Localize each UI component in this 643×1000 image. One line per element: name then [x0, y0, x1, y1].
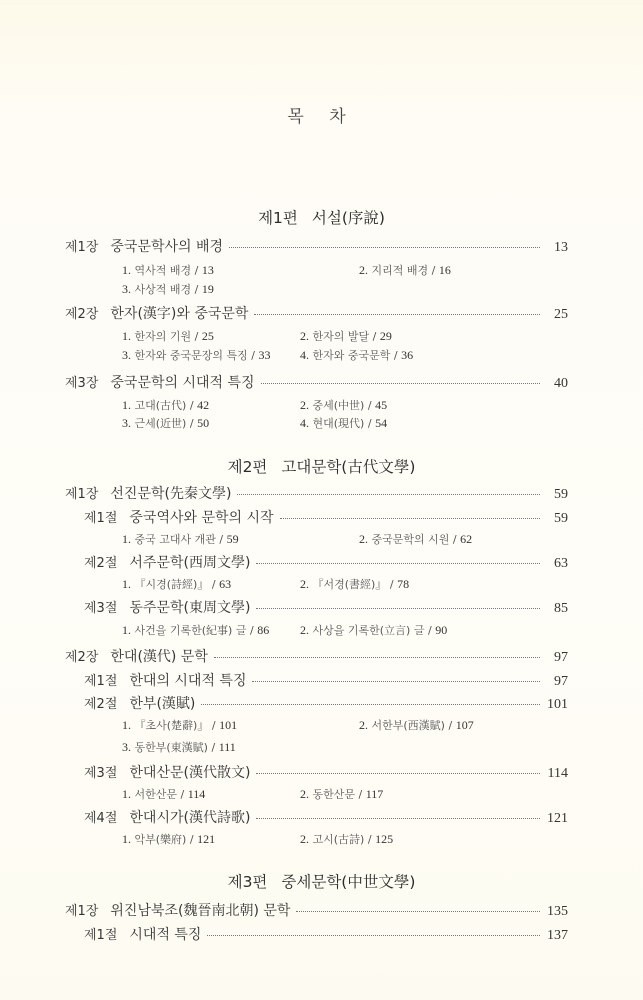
entry-label: 제2절	[84, 556, 118, 571]
toc-subentry[interactable]	[122, 415, 209, 431]
dot-leader	[256, 563, 540, 564]
sub-page: 78	[397, 577, 410, 591]
entry-page: 121	[547, 811, 568, 826]
sub-title: 고대(古代)	[134, 399, 187, 412]
entry-title: 중국역사와 문학의 시작	[129, 510, 274, 526]
sub-title: 사상적 배경	[134, 283, 192, 296]
sub-page: 50	[197, 416, 210, 430]
sub-title: 고시(古詩)	[312, 833, 365, 846]
entry-title: 한대(漢代) 문학	[110, 649, 208, 665]
sub-number: 2.	[359, 263, 368, 277]
toc-entry-chapter[interactable]	[65, 646, 568, 666]
sub-title: 한자와 중국문학	[312, 349, 391, 362]
entry-label: 제1장	[65, 904, 99, 919]
sub-number: 1.	[122, 398, 131, 412]
toc-subentry[interactable]	[300, 576, 409, 592]
sub-page: 29	[379, 329, 392, 343]
dot-leader	[256, 773, 540, 774]
sub-number: 1.	[122, 263, 131, 277]
dot-leader	[296, 911, 540, 912]
sub-page: 86	[257, 623, 270, 637]
sub-number: 3.	[122, 740, 131, 754]
entry-title: 위진남북조(魏晉南北朝) 문학	[110, 903, 291, 919]
entry-label: 제1장	[65, 240, 99, 255]
sub-title: 중국문학의 시원	[371, 533, 450, 546]
sub-title: 서한산문	[134, 788, 178, 801]
entry-title: 한대산문(漢代散文)	[129, 765, 251, 781]
sub-title: 『초사(楚辭)』	[134, 719, 209, 732]
part-title: 서설(序說)	[311, 209, 385, 227]
part-number: 제3편	[227, 873, 268, 891]
sub-page: 42	[197, 398, 210, 412]
sub-page: 111	[218, 740, 236, 754]
entry-title: 한부(漢賦)	[129, 696, 196, 712]
part-number: 제1편	[258, 209, 298, 227]
entry-page: 13	[554, 240, 568, 255]
sub-sep: /	[194, 264, 199, 277]
sub-sep: /	[211, 719, 216, 732]
toc-entry-section[interactable]	[84, 597, 568, 617]
toc-subentry[interactable]	[300, 415, 387, 431]
sub-number: 3.	[122, 416, 131, 430]
part-heading-1	[0, 206, 643, 228]
toc-subentry[interactable]	[300, 831, 393, 847]
sub-title: 역사적 배경	[134, 264, 192, 277]
sub-sep: /	[367, 833, 372, 846]
sub-sep: /	[448, 719, 453, 732]
dot-leader	[280, 518, 540, 519]
toc-subentry[interactable]	[122, 831, 215, 847]
sub-title: 한자의 기원	[134, 330, 192, 343]
sub-number: 3.	[122, 282, 131, 296]
toc-entry-section[interactable]	[84, 552, 568, 572]
sub-sep: /	[194, 283, 199, 296]
sub-title: 사상을 기록한(立言) 글	[312, 624, 425, 637]
sub-number: 1.	[122, 329, 131, 343]
sub-page: 90	[435, 623, 448, 637]
toc-subentry[interactable]	[122, 281, 214, 297]
sub-sep: /	[189, 399, 194, 412]
entry-title: 시대적 특징	[129, 927, 202, 943]
entry-page: 85	[554, 601, 568, 616]
sub-sep: /	[219, 533, 224, 546]
entry-label: 제3장	[65, 376, 99, 391]
dot-leader	[229, 247, 540, 248]
entry-label: 제3절	[84, 601, 118, 616]
sub-number: 2.	[300, 398, 309, 412]
part-number: 제2편	[227, 458, 268, 476]
toc-entry-section[interactable]	[84, 507, 568, 527]
toc-entry-chapter[interactable]	[65, 236, 568, 256]
sub-number: 2.	[300, 577, 309, 591]
toc-subentry[interactable]	[122, 347, 270, 363]
sub-sep: /	[189, 417, 194, 430]
entry-label: 제2절	[84, 697, 118, 712]
dot-leader	[261, 383, 540, 384]
sub-page: 117	[365, 787, 384, 801]
toc-subentry[interactable]	[122, 622, 269, 638]
entry-label: 제2장	[65, 650, 99, 665]
toc-entry-chapter[interactable]	[65, 483, 568, 503]
sub-sep: /	[367, 417, 372, 430]
entry-label: 제2장	[65, 307, 99, 322]
entry-title: 중국문학사의 배경	[110, 239, 224, 255]
sub-title: 중국 고대사 개관	[134, 533, 216, 546]
sub-sep: /	[249, 624, 254, 637]
toc-subentry[interactable]	[122, 262, 214, 278]
sub-number: 4.	[300, 348, 309, 362]
entry-title: 중국문학의 시대적 특징	[110, 375, 255, 391]
toc-subentry[interactable]	[300, 786, 383, 802]
toc-subentry[interactable]	[122, 328, 214, 344]
sub-number: 2.	[359, 532, 368, 546]
toc-subentry[interactable]	[300, 328, 392, 344]
entry-page: 63	[554, 556, 568, 571]
dot-leader	[256, 608, 540, 609]
sub-page: 54	[375, 416, 388, 430]
dot-leader	[207, 935, 540, 936]
sub-page: 33	[258, 348, 271, 362]
toc-subentry[interactable]	[359, 531, 472, 547]
sub-sep: /	[367, 399, 372, 412]
sub-title: 『시경(詩經)』	[134, 578, 209, 591]
entry-title: 한대시가(漢代詩歌)	[129, 810, 251, 826]
sub-sep: /	[452, 533, 457, 546]
sub-title: 중세(中世)	[312, 399, 365, 412]
toc-subentry[interactable]	[122, 717, 237, 733]
dot-leader	[252, 681, 540, 682]
toc-subentry[interactable]	[300, 347, 413, 363]
sub-sep: /	[393, 349, 398, 362]
part-heading-2	[0, 455, 643, 477]
entry-title: 선진문학(先秦文學)	[110, 486, 232, 502]
sub-title: 지리적 배경	[371, 264, 429, 277]
entry-label: 제1장	[65, 487, 99, 502]
toc-subentry[interactable]	[359, 262, 451, 278]
entry-page: 114	[547, 766, 568, 781]
sub-page: 13	[201, 263, 214, 277]
sub-sep: /	[194, 330, 199, 343]
sub-sep: /	[372, 330, 377, 343]
sub-page: 16	[438, 263, 451, 277]
entry-label: 제1절	[84, 674, 118, 689]
toc-subentry[interactable]	[300, 622, 447, 638]
toc-entry-section[interactable]	[84, 807, 568, 827]
sub-title: 『서경(書經)』	[312, 578, 387, 591]
sub-number: 1.	[122, 577, 131, 591]
toc-entry-chapter[interactable]	[65, 303, 568, 323]
entry-label: 제1절	[84, 511, 118, 526]
sub-page: 101	[219, 718, 238, 732]
entry-title: 서주문학(西周文學)	[129, 555, 251, 571]
sub-page: 114	[187, 787, 206, 801]
entry-label: 제1절	[84, 928, 118, 943]
sub-page: 36	[401, 348, 414, 362]
sub-number: 2.	[300, 329, 309, 343]
sub-page: 45	[375, 398, 388, 412]
part-heading-3	[0, 870, 643, 892]
entry-label: 제4절	[84, 811, 118, 826]
toc-subentry[interactable]	[122, 739, 236, 755]
page-title: 목 차	[287, 107, 356, 127]
toc-subentry[interactable]	[300, 397, 387, 413]
toc-entry-section[interactable]	[84, 670, 568, 690]
sub-page: 125	[375, 832, 394, 846]
entry-title: 한자(漢字)와 중국문학	[110, 306, 249, 322]
toc-entry-chapter[interactable]	[65, 372, 568, 392]
toc-subentry[interactable]	[122, 786, 205, 802]
entry-page: 40	[554, 376, 568, 391]
sub-sep: /	[189, 833, 194, 846]
sub-sep: /	[211, 741, 216, 754]
sub-page: 62	[460, 532, 473, 546]
sub-sep: /	[251, 349, 255, 362]
dot-leader	[237, 494, 540, 495]
toc-entry-section[interactable]	[84, 693, 568, 713]
sub-sep: /	[358, 788, 363, 801]
sub-title: 서한부(西漢賦)	[371, 719, 445, 732]
sub-number: 2.	[359, 718, 368, 732]
part-title: 고대문학(古代文學)	[281, 458, 416, 476]
sub-number: 1.	[122, 787, 131, 801]
sub-title: 악부(樂府)	[134, 833, 187, 846]
dot-leader	[214, 657, 540, 658]
sub-page: 25	[201, 329, 214, 343]
dot-leader	[256, 818, 540, 819]
sub-number: 1.	[122, 718, 131, 732]
sub-page: 19	[201, 282, 214, 296]
entry-page: 25	[554, 307, 568, 322]
sub-title: 한자와 중국문장의 특징	[134, 349, 248, 362]
entry-page: 97	[554, 650, 568, 665]
entry-page: 59	[554, 511, 568, 526]
entry-page: 137	[547, 928, 568, 943]
sub-page: 63	[219, 577, 232, 591]
sub-number: 3.	[122, 348, 131, 362]
toc-subentry[interactable]	[122, 531, 239, 547]
sub-title: 근세(近世)	[134, 417, 187, 430]
sub-number: 2.	[300, 787, 309, 801]
sub-number: 1.	[122, 623, 131, 637]
entry-title: 동주문학(東周文學)	[129, 600, 251, 616]
toc-subentry[interactable]	[359, 717, 474, 733]
entry-page: 135	[547, 904, 568, 919]
entry-page: 97	[554, 674, 568, 689]
sub-sep: /	[389, 578, 394, 591]
toc-subentry[interactable]	[122, 397, 209, 413]
entry-title: 한대의 시대적 특징	[129, 673, 247, 689]
sub-page: 107	[455, 718, 474, 732]
entry-page: 101	[547, 697, 568, 712]
entry-page: 59	[554, 487, 568, 502]
dot-leader	[201, 704, 540, 705]
sub-title: 동한부(東漢賦)	[134, 741, 208, 754]
toc-subentry[interactable]	[122, 576, 231, 592]
entry-label: 제3절	[84, 766, 118, 781]
sub-number: 2.	[300, 832, 309, 846]
sub-number: 4.	[300, 416, 309, 430]
toc-entry-section[interactable]	[84, 924, 568, 944]
toc-entry-section[interactable]	[84, 762, 568, 782]
toc-entry-chapter[interactable]	[65, 900, 568, 920]
dot-leader	[254, 314, 540, 315]
sub-page: 121	[197, 832, 216, 846]
sub-title: 한자의 발달	[312, 330, 370, 343]
sub-sep: /	[431, 264, 436, 277]
sub-sep: /	[427, 624, 432, 637]
sub-title: 동한산문	[312, 788, 356, 801]
part-title: 중세문학(中世文學)	[281, 873, 416, 891]
sub-title: 사건을 기록한(紀事) 글	[134, 624, 247, 637]
sub-page: 59	[226, 532, 239, 546]
sub-sep: /	[180, 788, 185, 801]
sub-number: 2.	[300, 623, 309, 637]
sub-number: 1.	[122, 532, 131, 546]
sub-number: 1.	[122, 832, 131, 846]
sub-title: 현대(現代)	[312, 417, 365, 430]
sub-sep: /	[211, 578, 216, 591]
